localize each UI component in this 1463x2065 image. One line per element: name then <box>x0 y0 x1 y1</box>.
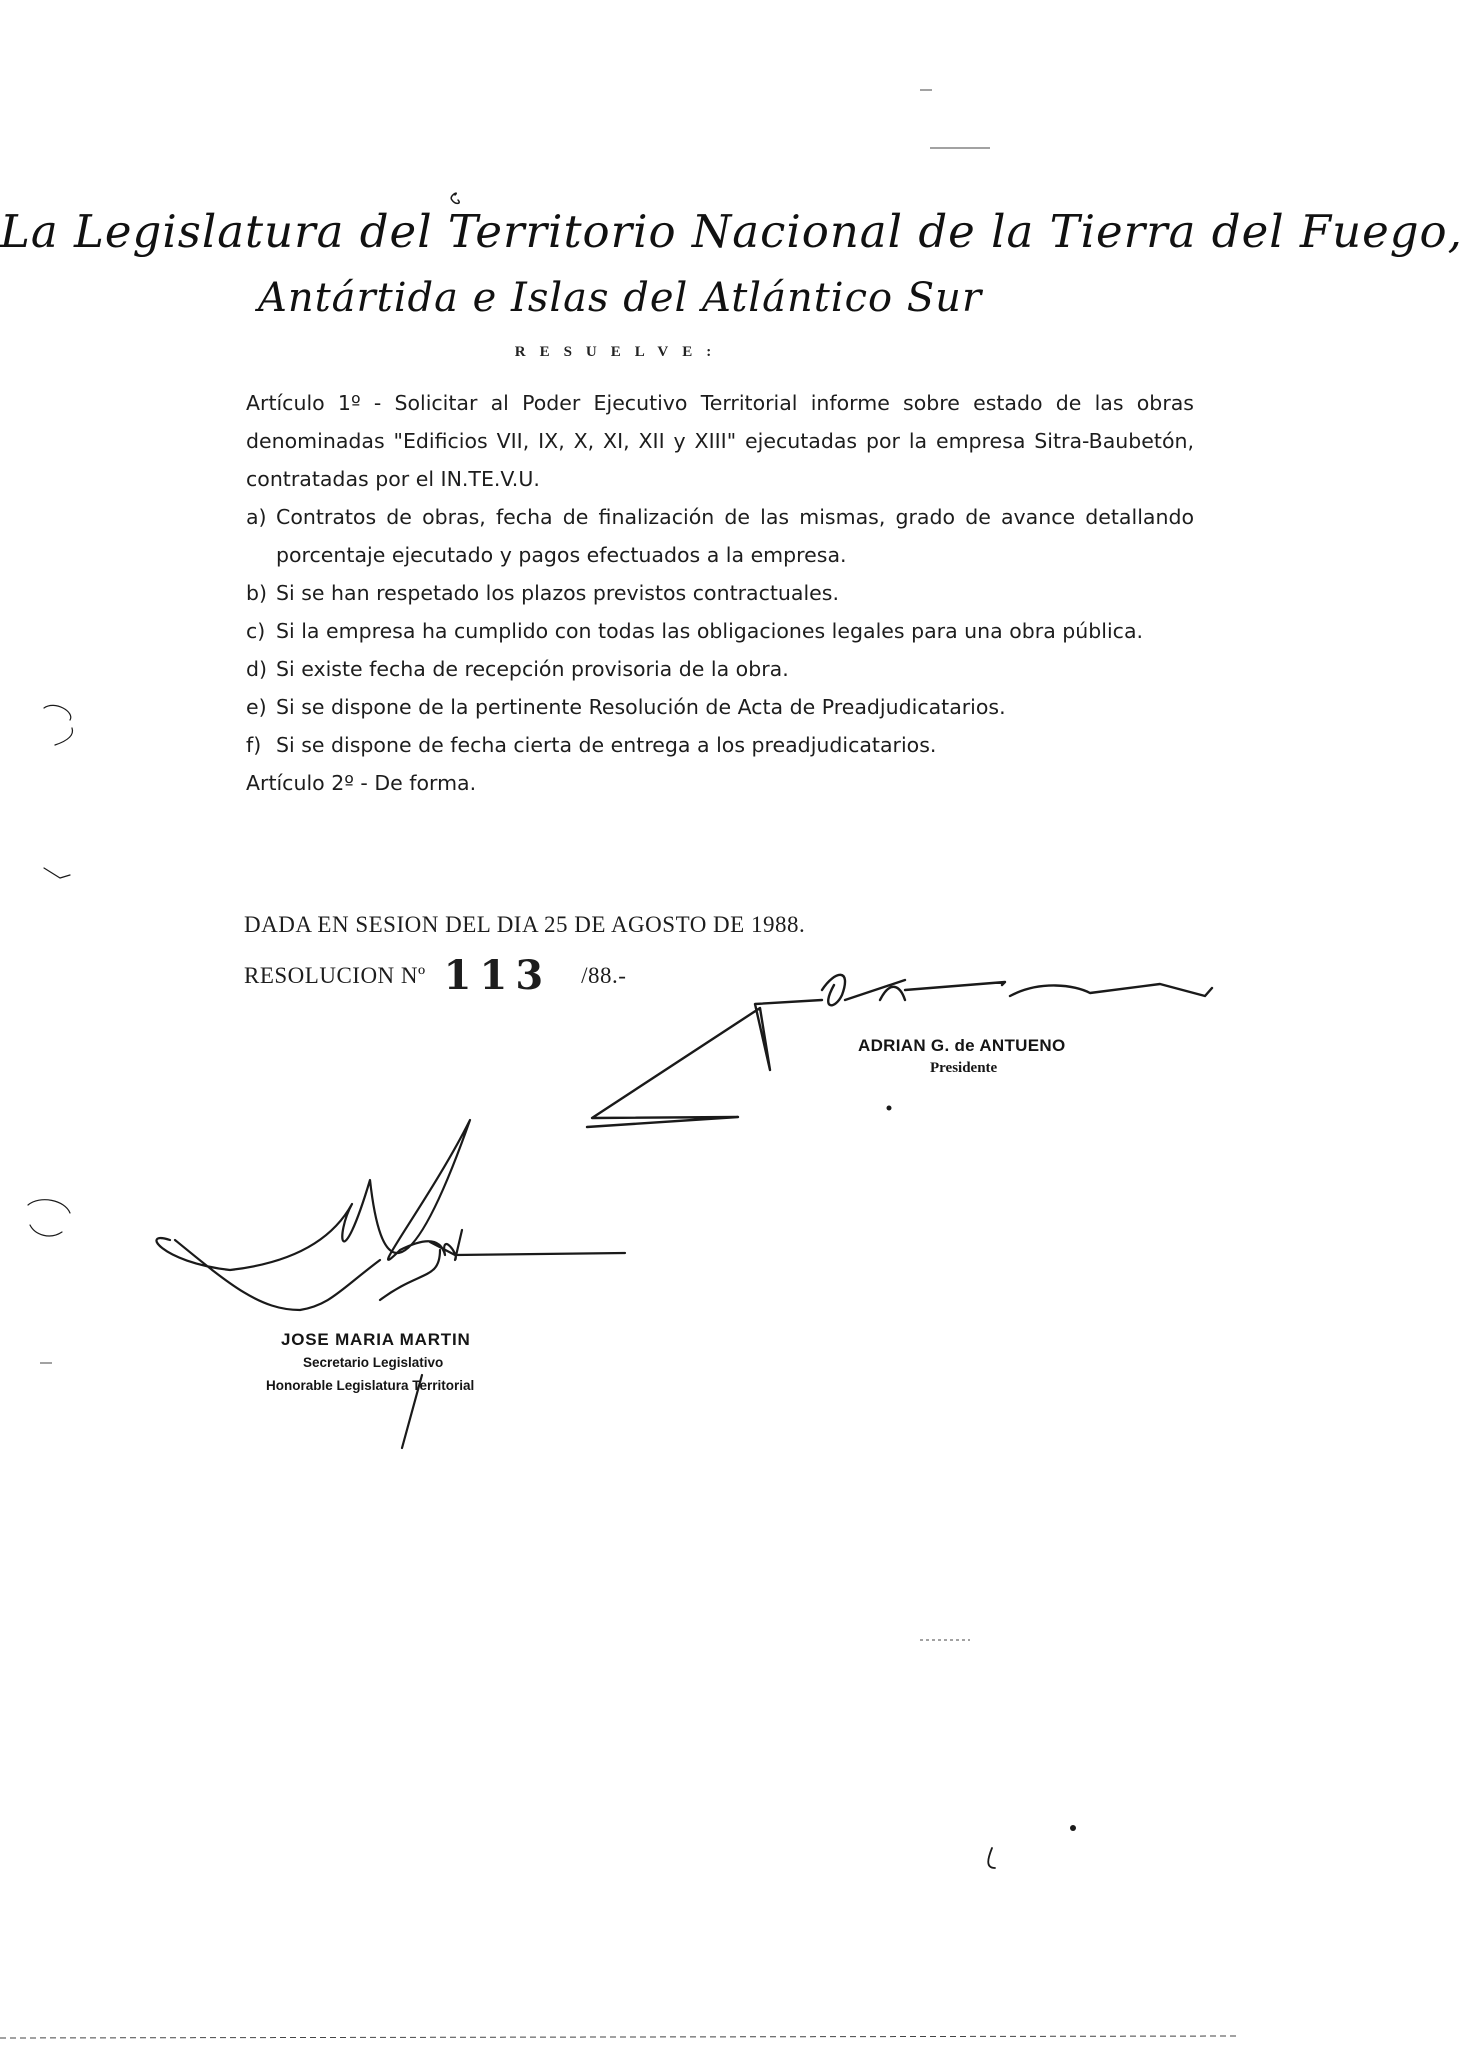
secretary-name: JOSE MARIA MARTIN <box>281 1330 471 1349</box>
item-marker: f) <box>246 733 262 757</box>
resolution-label: RESOLUCION Nº <box>244 963 426 988</box>
president-role: Presidente <box>930 1060 998 1076</box>
stray-mark-3 <box>44 868 70 878</box>
item-text: Si la empresa ha cumplido con todas las obligaciones legales para una obra pública. <box>276 619 1144 643</box>
dot-mark <box>887 1106 892 1111</box>
article-2-text: Artículo 2º - De forma. <box>246 771 477 795</box>
item-marker: a) <box>246 505 267 529</box>
secretary-role: Secretario Legislativo <box>303 1355 444 1370</box>
binding-hole-mark <box>44 705 72 745</box>
item-marker: b) <box>246 581 268 605</box>
article-1-text: Artículo 1º - Solicitar al Poder Ejecutivo Territorial informe sobre estado de las obras denominadas "Edificios VII, IX, X, XI, XII y XIII" ejecutadas por la empresa Sitra-Baubetón, contratadas por el IN.TE.V.U. <box>246 391 1194 491</box>
resuelve-title: RESUELVE: <box>514 344 726 360</box>
item-text: Si se dispone de fecha cierta de entrega a los preadjudicatarios. <box>276 733 937 757</box>
item-text: Si se han respetado los plazos previstos contractuales. <box>276 581 839 605</box>
bottom-edge-line <box>0 2036 1240 2038</box>
item-text: Contratos de obras, fecha de finalización de las mismas, grado de avance detallando porcentaje ejecutado y pagos efectuados a la empresa. <box>276 505 1194 567</box>
binding-hole-mark-2 <box>28 1200 70 1236</box>
stray-mark-2 <box>988 1848 995 1868</box>
item-marker: d) <box>246 657 268 681</box>
secretary-signature <box>157 1120 626 1448</box>
dot-mark-2 <box>1070 1825 1076 1831</box>
legislature-heading-line1: La Legislatura del Territorio Nacional de la Tierra del Fuego, <box>0 205 1463 258</box>
item-marker: c) <box>246 619 266 643</box>
item-text: Si se dispone de la pertinente Resolución de Acta de Preadjudicatarios. <box>276 695 1006 719</box>
president-name: ADRIAN G. de ANTUENO <box>858 1036 1066 1055</box>
resolution-number: 113 <box>443 952 552 999</box>
item-text: Si existe fecha de recepción provisoria de la obra. <box>276 657 789 681</box>
session-date: DADA EN SESION DEL DIA 25 DE AGOSTO DE 1988. <box>244 912 806 937</box>
item-marker: e) <box>246 695 267 719</box>
resolution-year: /88.- <box>581 963 627 988</box>
stray-mark <box>451 193 459 203</box>
secretary-organization: Honorable Legislatura Territorial <box>266 1378 475 1393</box>
legislature-heading-line2: Antártida e Islas del Atlántico Sur <box>257 275 983 321</box>
